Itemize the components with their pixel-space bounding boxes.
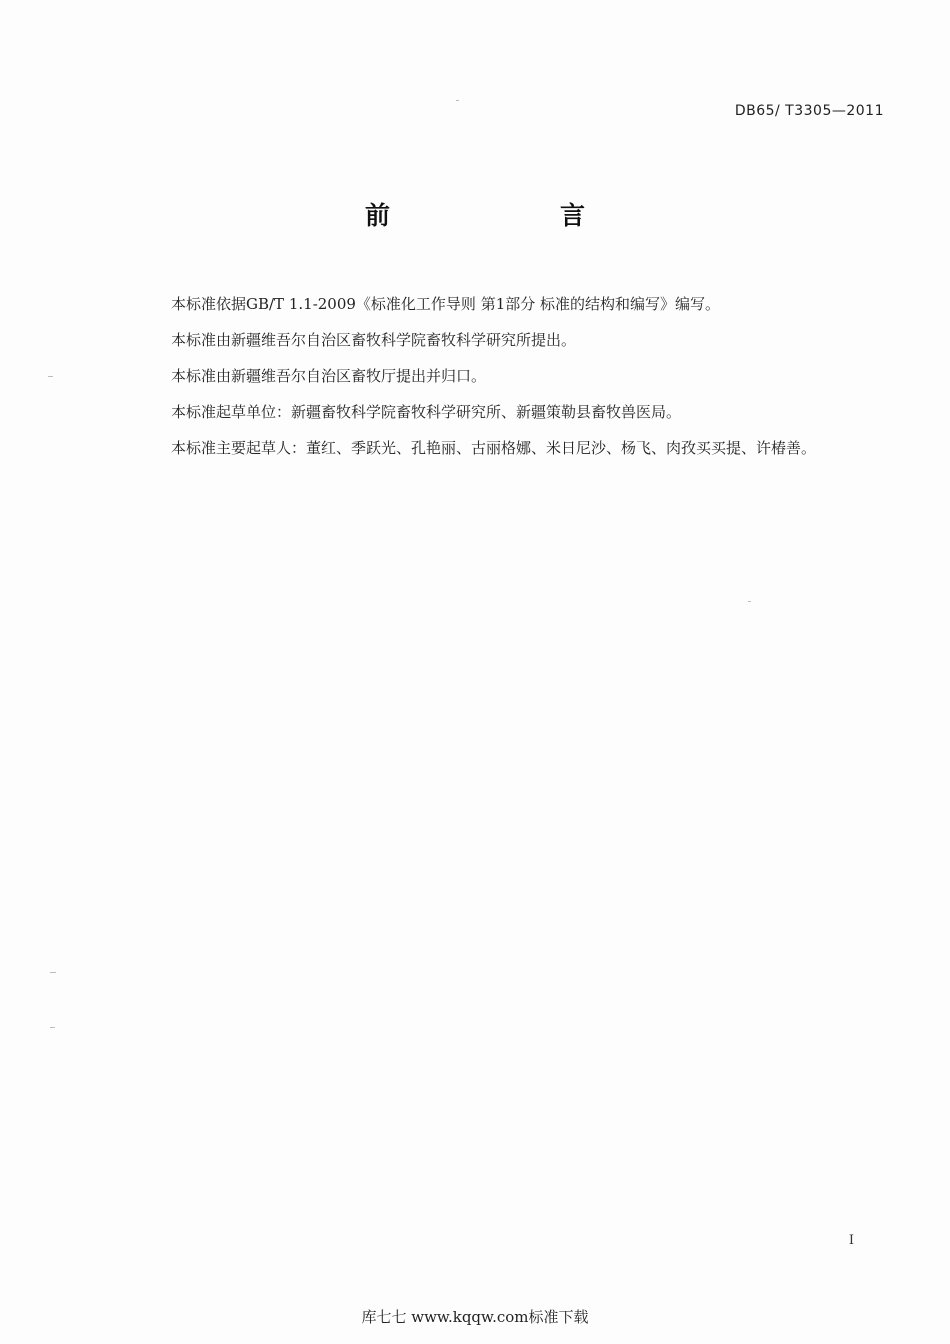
standard-code: DB65/ T3305—2011 (734, 103, 884, 119)
paragraph-centralized: 本标准由新疆维吾尔自治区畜牧厅提出并归口。 (171, 367, 487, 385)
page-number: I (848, 1233, 854, 1248)
scan-speck (50, 1027, 55, 1028)
footer-watermark: 库七七 www.kqqw.com标准下载 (361, 1308, 589, 1326)
foreword-body (171, 286, 891, 466)
paragraph-basis: 本标准依据GB/T 1.1-2009《标准化工作导则 第1部分 标准的结构和编写》编写。 (171, 295, 721, 313)
scan-speck (48, 376, 53, 377)
paragraph-drafting-units: 本标准起草单位：新疆畜牧科学院畜牧科学研究所、新疆策勒县畜牧兽医局。 (171, 403, 682, 421)
scan-speck (50, 972, 56, 973)
scan-speck (748, 601, 751, 602)
paragraph-drafters: 本标准主要起草人：董红、季跃光、孔艳丽、古丽格娜、米日尼沙、杨飞、肉孜买买提、许椿善。 (171, 439, 817, 457)
paragraph-proposer: 本标准由新疆维吾尔自治区畜牧科学院畜牧科学研究所提出。 (171, 331, 577, 349)
page-title: 前 言 (364, 201, 625, 230)
scan-speck (456, 100, 459, 101)
